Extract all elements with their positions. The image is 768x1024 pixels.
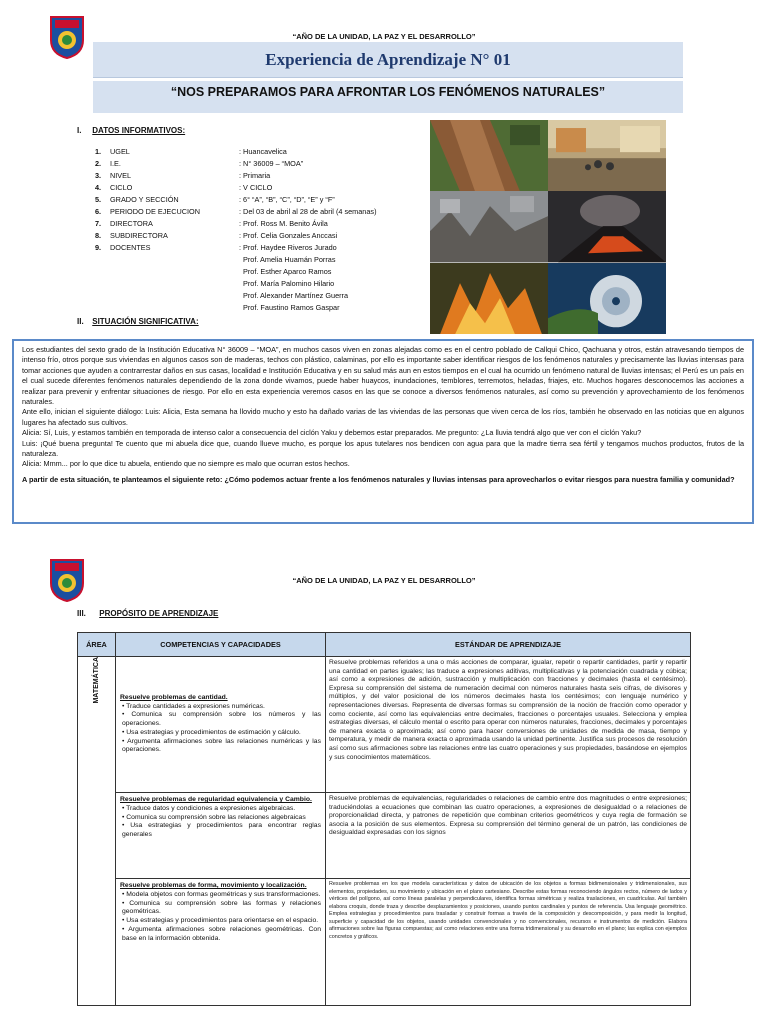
list-item: 2. I.E. : N° 36009 – “MOA” bbox=[95, 159, 304, 168]
earthquake-photo bbox=[430, 191, 548, 262]
section-1-label: DATOS INFORMATIVOS: bbox=[92, 126, 186, 135]
capacidad-item: • Usa estrategias y procedimientos para encontrar reglas generales bbox=[122, 822, 321, 839]
section-3-number: III. bbox=[77, 609, 86, 618]
list-item: 8. SUBDIRECTORA : Prof. Celia Gonzales Anccasi bbox=[95, 231, 338, 240]
competencia-cell bbox=[116, 879, 326, 1006]
section-2-number: II. bbox=[77, 317, 84, 326]
capacidad-item: • Usa estrategias y procedimientos para orientarse en el espacio. bbox=[122, 917, 319, 925]
capacidad-item: • Comunica su comprensión sobre las relaciones algebraicas bbox=[122, 813, 306, 821]
challenge-question: A partir de esta situación, te planteamos el siguiente reto: ¿Cómo podemos actuar frente a los fenómenos naturales y lluvias intensas para aprovecharlos o evitar riesgos para nuestra familia y comunidad? bbox=[22, 474, 735, 484]
capacidad-item: • Comunica su comprensión sobre las formas y relaciones geométricas. bbox=[122, 899, 321, 916]
estandar-cell: Resuelve problemas de equivalencias, regularidades o relaciones de cambio entre dos magnitudes o entre expresiones; traduciéndolas a ecuaciones que combinan las cuatro operaciones, a expresiones de desigualdad o a relaciones de proporcionalidad directa, y patrones de repetición que combinan criterios geométricos y cuya regla de formación se asocia a la posición de sus elementos. Expresa su comprensión del término general de un patrón, las condiciones de desigualdad expresadas con los signos bbox=[326, 793, 691, 879]
section-1-number: I. bbox=[77, 126, 82, 135]
teacher-name: Prof. Alexander Martínez Guerra bbox=[243, 291, 349, 300]
year-motto: “AÑO DE LA UNIDAD, LA PAZ Y EL DESARROLLO” bbox=[292, 32, 476, 41]
section-2-label: SITUACIÓN SIGNIFICATIVA: bbox=[92, 317, 199, 326]
capacidad-item: • Argumenta afirmaciones sobre las relaciones numéricas y las operaciones. bbox=[122, 737, 321, 754]
column-header: COMPETENCIAS Y CAPACIDADES bbox=[116, 633, 326, 657]
area-label: MATEMÁTICA bbox=[93, 657, 100, 704]
capacidad-item: • Traduce datos y condiciones a expresiones algebraicas. bbox=[122, 804, 296, 812]
capacidad-item: • Modela objetos con formas geométricas y sus transformaciones. bbox=[122, 890, 321, 898]
list-item: 3. NIVEL : Primaria bbox=[95, 171, 271, 180]
natural-disasters-collage bbox=[430, 120, 666, 334]
competencia-title: Resuelve problemas de regularidad equivalencia y Cambio. bbox=[120, 796, 312, 803]
section-1-title bbox=[77, 126, 185, 135]
competencia-title: Resuelve problemas de forma, movimiento y localización. bbox=[120, 882, 307, 889]
paragraph: Alicia: Sí, Luis, y estamos también en temporada de intenso calor a consecuencia del ciclón Yaku y debemos estar preparados. Me pregunto: ¿La lluvia tendrá algo que ver con el ciclón Yaku? bbox=[22, 428, 642, 438]
list-item: 5. GRADO Y SECCIÓN : 6° “A”, “B”, “C”, “D”, “E” y “F” bbox=[95, 195, 335, 204]
list-item: 1. UGEL : Huancavelica bbox=[95, 147, 287, 156]
paragraph: Ante ello, inician el siguiente diálogo: Luis: Alicia, Esta semana ha llovido mucho y esto ha dañado varias de las viviendas de las personas que viven cerca de los ríos, también he observado en las noticias que en algunos lugares ha afectado sus cultivos. bbox=[22, 407, 744, 427]
list-item: 6. PERIODO DE EJECUCION : Del 03 de abril al 28 de abril (4 semanas) bbox=[95, 207, 377, 216]
competencia-cell bbox=[116, 793, 326, 879]
learning-purpose-table bbox=[77, 632, 691, 1006]
capacidad-item: • Argumenta afirmaciones sobre relaciones geométricas. Con base en la información obtenida. bbox=[122, 925, 321, 942]
estandar-cell: Resuelve problemas en los que modela características y datos de ubicación de los objetos a formas bidimensionales y tridimensionales, sus elementos, propiedades, su movimiento y ubicación en el plano cartesiano. Describe estas formas reconociendo ángulos rectos, número de lados y vértices del polígono, así como líneas paralelas y perpendiculares, identifica formas simétricas y realiza traslaciones, en cuadrículas. Así también elabora croquis, donde traza y describe desplazamientos y posiciones, usando puntos cardinales y puntos de referencia. Usa lenguaje geométrico. Emplea estrategias y procedimientos para trasladar y construir formas a través de la composición y descomposición, y para medir la longitud, superficie y capacidad de los objetos, usando unidades convencionales y no convencionales, recursos e instrumentos de medición. Elabora afirmaciones sobre las figuras compuestas; así como relaciones entre una forma tridimensional y su desarrollo en el plano; las explica con ejemplos concretos y gráficos. bbox=[326, 879, 691, 1006]
column-header: ESTÁNDAR DE APRENDIZAJE bbox=[326, 633, 691, 657]
section-2-title bbox=[77, 317, 199, 326]
wildfire-photo bbox=[430, 263, 548, 334]
experience-subtitle: “NOS PREPARAMOS PARA AFRONTAR LOS FENÓMENOS NATURALES” bbox=[93, 81, 683, 113]
capacidad-item: • Usa estrategias y procedimientos de estimación y cálculo. bbox=[122, 728, 301, 736]
landslide-photo bbox=[430, 120, 548, 191]
competencia-title: Resuelve problemas de cantidad. bbox=[120, 693, 228, 701]
paragraph: Alicia: Mmm... por lo que dice tu abuela, entiendo que no siempre es malo que ocurran estos hechos. bbox=[22, 459, 350, 469]
situacion-significativa-box bbox=[12, 339, 754, 524]
table-row bbox=[78, 879, 691, 1006]
table-row bbox=[78, 657, 691, 793]
section-3-title bbox=[77, 609, 218, 618]
paragraph: Los estudiantes del sexto grado de la Institución Educativa N° 36009 – “MOA”, en muchos casos viven en zonas alejadas como es en el centro poblado de Callqui Chico, Qachuana y otros, están atravesando tiempos de intenso frío, otros porque sus viviendas en algunos casos son de maderas, techos con plástico, calaminas, por ello es importante saber identificar riesgos de los fenómenos naturales y precisamente las lluvias intensas para tomar acciones que ayuden a contrarrestar daños en sus casas, localidad e Institución Educativa y en su salud más aun en estos tiempos en el cual ha ocurrido un fenómeno natural de lluvias intensas; el Perú es un país en el cual sucede diferentes fenómenos naturales dependiendo de la zona donde vivamos, puede haber huaycos, inundaciones, temblores, terremotos, heladas, friajes, etc. Muchos hogares desconocemos las acciones a realizar para prevenir y enfrentar situaciones de riesgo. Por ello en esta experiencia veremos casos en las que se conoce a diversos fenómenos naturales, así como su prevención y aprovechamiento de los fenómenos naturales. bbox=[22, 345, 744, 407]
list-item: 9. DOCENTES : Prof. Haydee Riveros Jurado bbox=[95, 243, 337, 252]
page-title: Experiencia de Aprendizaje N° 01 bbox=[93, 42, 683, 78]
area-cell bbox=[78, 657, 116, 1006]
hurricane-satellite-photo bbox=[548, 263, 666, 334]
list-item: 4. CICLO : V CICLO bbox=[95, 183, 273, 192]
teacher-name: Prof. Amelia Huamán Porras bbox=[243, 255, 336, 264]
volcano-photo bbox=[548, 191, 666, 262]
teacher-name: Prof. Esther Aparco Ramos bbox=[243, 267, 332, 276]
datos-informativos-list bbox=[95, 146, 377, 314]
year-motto: “AÑO DE LA UNIDAD, LA PAZ Y EL DESARROLLO” bbox=[292, 576, 476, 585]
estandar-cell: Resuelve problemas referidos a una o más acciones de comparar, igualar, repetir o repartir cantidades, partir y repartir una cantidad en partes iguales; las traduce a expresiones aditivas, multiplicativas y la potenciación cuadrada y cúbica; así como a expresiones de adición, sustracción y multiplicación con fracciones y decimales (hasta el centésimo). Expresa su comprensión del sistema de numeración decimal con números naturales hasta seis cifras, de divisores y múltiplos, y del valor posicional de los números decimales hasta los centésimos; con lenguaje numérico y representaciones diversas. Representa de diversas formas su comprensión de la noción de fracción como operador y como cociente, así como las equivalencias entre decimales, fracciones o porcentajes usuales. Selecciona y emplea estrategias diversas, el cálculo mental o escrito para operar con números naturales, fracciones, decimales y porcentajes de manera exacta o aproximada; así como para hacer conversiones de unidades de medida de masa, tiempo y temperatura, y medir de manera exacta o aproximada usando la unidad pertinente. Justifica sus procesos de resolución así como sus afirmaciones sobre las relaciones entre las cuatro operaciones y sus propiedades, basándose en ejemplos y sus conocimientos matemáticos. bbox=[326, 657, 691, 793]
table-header-row bbox=[78, 633, 691, 657]
teacher-name: Prof. Faustino Ramos Gaspar bbox=[243, 303, 340, 312]
capacidad-item: • Traduce cantidades a expresiones numéricas. bbox=[122, 702, 265, 710]
section-3-label: PROPÓSITO DE APRENDIZAJE bbox=[99, 609, 219, 618]
flood-photo bbox=[548, 120, 666, 191]
paragraph: Luis: ¡Qué buena pregunta! Te cuento que mi abuela dice que, cuando llueve mucho, es porque los apus tutelares nos bendicen con agua para que la madre tierra sea fértil y tengamos muchos productos, frutos de la naturaleza. bbox=[22, 438, 744, 459]
teacher-name: Prof. María Palomino Hilario bbox=[243, 279, 335, 288]
column-header: ÁREA bbox=[78, 633, 116, 657]
competencia-cell bbox=[116, 657, 326, 793]
list-item: 7. DIRECTORA : Prof. Ross M. Benito Ávila bbox=[95, 219, 328, 228]
capacidad-item: • Comunica su comprensión sobre los números y las operaciones. bbox=[122, 711, 321, 728]
table-row bbox=[78, 793, 691, 879]
